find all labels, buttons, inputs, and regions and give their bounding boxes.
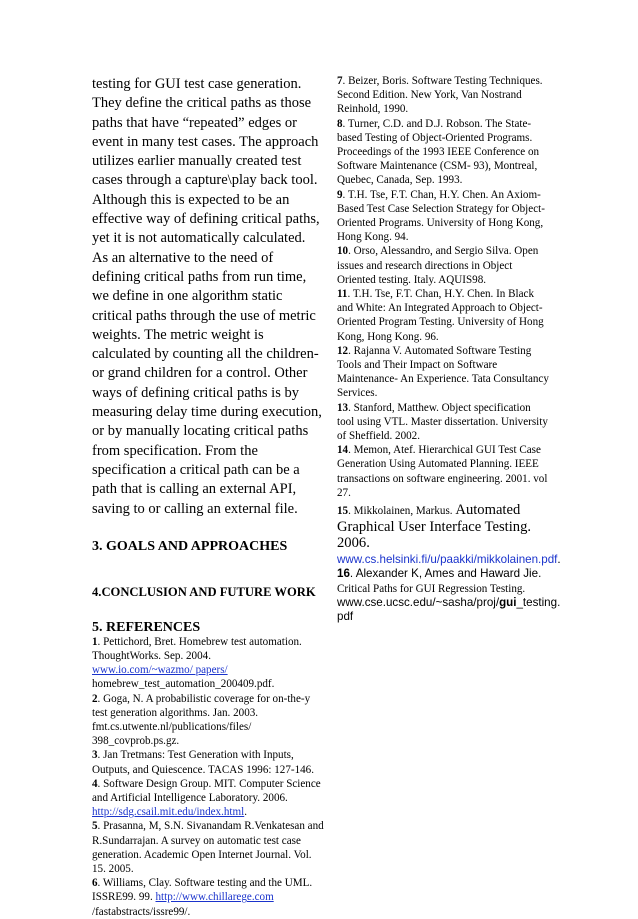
reference-number: 11	[337, 288, 348, 301]
reference-url-start: www.cse.ucsc.edu/~sasha/proj/	[337, 595, 500, 609]
reference-number: 9	[337, 188, 343, 201]
reference-14	[337, 443, 549, 500]
reference-text: . T.H. Tse, F.T. Chan, H.Y. Chen. An Axiom-Based Test Case Selection Strategy for Object-Oriented Programs. University of Hong Kong, Hong Kong. 94.	[337, 188, 545, 244]
reference-link[interactable]: http://www.chillarege.com	[155, 891, 274, 904]
reference-7	[337, 74, 549, 117]
reference-text: . Stanford, Matthew. Object specification tool using VTL. Master dissertation. University of Sheffield. 2002.	[337, 401, 548, 443]
reference-text-tail: .	[244, 806, 248, 819]
reference-text: . T.H. Tse, F.T. Chan, H.Y. Chen. In Black and White: An Integrated Approach to Object-Oriented Program Testing. University of Hong Kong, Hong Kong. 96.	[337, 288, 544, 343]
reference-url-bold: gui	[499, 595, 517, 609]
reference-2	[92, 692, 324, 749]
reference-number: 8	[337, 117, 343, 130]
reference-number: 10	[337, 245, 349, 258]
reference-3	[92, 748, 324, 776]
reference-text: . Memon, Atef. Hierarchical GUI Test Case Generation Using Automated Planning. IEEE transactions on software engineering. 2001. vol 27.	[337, 444, 548, 499]
reference-number: 6	[92, 877, 98, 890]
section-heading-references: 5. REFERENCES	[92, 619, 201, 635]
reference-1	[92, 635, 324, 692]
reference-text: . Beizer, Boris. Software Testing Techniques. Second Edition. New York, Van Nostrand Reinhold, 1990.	[337, 75, 543, 116]
reference-text-tail: .	[557, 553, 561, 567]
reference-text: . Pettichord, Bret. Homebrew test automation. ThoughtWorks. Sep. 2004.	[92, 635, 302, 663]
reference-text: . Prasanna, M, S.N. Sivanandam R.Venkatesan and R.Sundarrajan. A survey on automatic test case generation. Academic Open Internet Journal. Vol. 15. 2005.	[92, 820, 324, 876]
reference-text: . Mikkolainen, Markus.	[348, 505, 453, 518]
reference-text-tail: homebrew_test_automation_200409.pdf.	[92, 678, 275, 691]
reference-4	[92, 777, 324, 820]
reference-number: 15	[337, 505, 349, 518]
reference-number: 1	[92, 635, 98, 648]
reference-number: 2	[92, 692, 98, 705]
reference-number: 13	[337, 401, 349, 414]
reference-title-large: Automated Graphical User Interface Testing. 2006.	[337, 502, 532, 552]
reference-link[interactable]: http://sdg.csail.mit.edu/index.html	[92, 806, 245, 819]
reference-16	[337, 567, 561, 624]
reference-number: 4	[92, 777, 98, 790]
reference-number: 5	[92, 820, 98, 833]
reference-text: . Software Design Group. MIT. Computer Science and Artificial Intelligence Laboratory. 2006.	[92, 777, 321, 805]
right-column	[337, 74, 561, 624]
reference-text: . Rajanna V. Automated Software Testing Tools and Their Impact on Software Maintenance- An Experience. Tata Consultancy Services.	[337, 344, 549, 400]
reference-11	[337, 287, 549, 344]
reference-6	[92, 876, 324, 919]
body-paragraph: testing for GUI test case generation. They define the critical paths as those paths that have “repeated” edges or event in many test cases. The approach utilizes earlier manually created test cases through a capture\play back tool. Although this is expected to be an effective way of defining critical paths, yet it is not automatically calculated. As an alternative to the need of defining critical paths from run time, we define in one algorithm static critical paths through the use of metric weights. The metric weight is calculated by counting all the children- or grand children for a control. Other ways of defining critical paths is by measuring delay time during execution, or by manually locating critical paths from specification. From the specification a critical path can be a path that is calling an external API, saving to or calling an external file.	[92, 76, 322, 517]
reference-url-end: _testing. pdf	[337, 595, 561, 623]
reference-10	[337, 244, 549, 287]
reference-number: 7	[337, 75, 343, 87]
reference-number: 16	[337, 567, 350, 581]
reference-text: . Jan Tretmans: Test Generation with Inputs, Outputs, and Quiescence. TACAS 1996: 127-146.	[92, 749, 314, 776]
section-heading-goals: 3. GOALS AND APPROACHES	[92, 538, 288, 554]
reference-link[interactable]: www.io.com/~wazmo/ papers/	[92, 664, 228, 677]
reference-number: 14	[337, 444, 349, 457]
reference-13	[337, 401, 549, 444]
reference-number: 12	[337, 344, 349, 357]
reference-text: . Goga, N. A probabilistic coverage for on-the-y test generation algorithms. Jan. 2003. fmt.cs.utwente.nl/publications/files/ 398_covprob.ps.gz.	[92, 692, 311, 748]
reference-12	[337, 344, 549, 401]
reference-text: . Williams, Clay. Software testing and the UML. ISSRE99. 99.	[92, 877, 313, 904]
reference-text: . Alexander K, Ames and Haward Jie.	[349, 567, 542, 581]
reference-link[interactable]: www.cs.helsinki.fi/u/paakki/mikkolainen.pdf	[337, 553, 558, 567]
reference-text-tail: /fastabstracts/issre99/.	[92, 905, 191, 918]
reference-text: . Turner, C.D. and D.J. Robson. The State-based Testing of Object-Oriented Programs. Proceedings of the 1993 IEEE Conference on Software Maintenance (CSM- 93), Montreal, Quebec, Canada, Sep. 1993.	[337, 117, 540, 187]
section-heading-conclusion: 4.CONCLUSION AND FUTURE WORK	[92, 584, 316, 599]
left-column	[92, 75, 324, 919]
reference-9	[337, 188, 549, 245]
reference-number: 3	[92, 749, 98, 762]
reference-text-body: Critical Paths for GUI Regression Testing.	[337, 582, 526, 595]
reference-5	[92, 819, 324, 876]
reference-15	[337, 502, 561, 567]
reference-text: . Orso, Alessandro, and Sergio Silva. Open issues and research directions in Object Oriented testing. Italy. AQUIS98.	[337, 245, 539, 286]
reference-8	[337, 117, 549, 188]
